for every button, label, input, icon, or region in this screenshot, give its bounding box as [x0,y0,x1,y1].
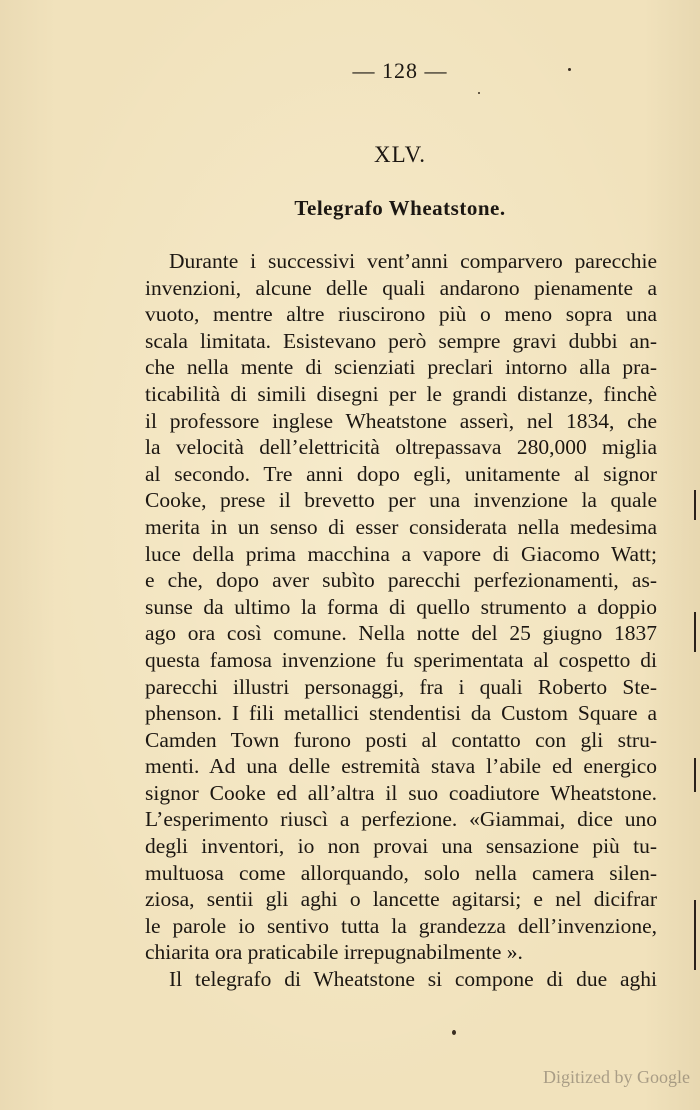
ink-speck [568,68,571,71]
text-line: merita in un senso di esser considerata nella medesima [145,514,657,539]
page-edge-mark [694,900,696,970]
chapter-title: Telegrafo Wheatstone. [294,196,506,220]
text-line: ago ora così comune. Nella notte del 25 giugno 1837 [145,621,657,646]
text-line: che nella mente di scienziati preclari intorno alla pra- [145,355,657,380]
page-edge-mark [694,612,696,652]
text-line: al secondo. Tre anni dopo egli, unitamente al signor [145,461,657,486]
ink-speck [452,1030,456,1035]
text-line: ticabilità di simili disegni per le grandi distanze, finchè [145,381,657,406]
text-line: Cooke, prese il brevetto per una invenzione la quale [145,488,657,513]
text-line: il professore inglese Wheatstone asserì, nel 1834, che [145,408,657,433]
text-line: phenson. I fili metallici stendentisi da Custom Square a [145,701,657,726]
text-line: signor Cooke ed all’altra il suo coadiutore Wheatstone. [145,780,657,805]
text-line: parecchi illustri personaggi, fra i quali Roberto Ste- [145,674,657,699]
text-line: Il telegrafo di Wheatstone si compone di due aghi [169,967,657,992]
text-line: le parole io sentivo tutta la grandezza dell’invenzione, [145,913,657,938]
text-line: e che, dopo aver subìto parecchi perfezionamenti, as- [145,568,657,593]
chapter-number: XLV. [374,142,426,167]
ink-speck [478,92,480,94]
text-line: ziosa, sentii gli aghi o lancette agitarsi; e nel dicifrar [145,887,657,912]
text-line: L’esperimento riuscì a perfezione. «Giammai, dice uno [145,807,657,832]
text-line: la velocità dell’elettricità oltrepassava 280,000 miglia [145,435,657,460]
text-line: Durante i successivi vent’anni comparvero parecchie [169,249,657,273]
text-line: luce della prima macchina a vapore di Giacomo Watt; [145,541,657,566]
text-line: chiarita ora praticabile irrepugnabilmente ». [145,940,523,965]
page-edge-mark [694,490,696,520]
text-line: degli inventori, io non provai una sensazione più tu- [145,834,657,859]
text-line: invenzioni, alcune delle quali andarono pienamente a [145,275,657,300]
text-line: scala limitata. Esistevano però sempre gravi dubbi an- [145,328,657,353]
text-line: questa famosa invenzione fu sperimentata al cospetto di [145,647,657,672]
text-line: Camden Town furono posti al contatto con gli stru- [145,727,657,752]
text-line: vuoto, mentre altre riuscirono più o meno sopra una [145,302,657,327]
body-text [145,248,657,993]
text-line: menti. Ad una delle estremità stava l’abile ed energico [145,754,657,779]
page-edge-mark [694,758,696,792]
text-line: sunse da ultimo la forma di quello strumento a doppio [145,594,657,619]
page-number: — 128 — [352,58,448,83]
text-line: multuosa come allorquando, solo nella camera silen- [145,860,657,885]
watermark: Digitized by Google [543,1067,690,1087]
